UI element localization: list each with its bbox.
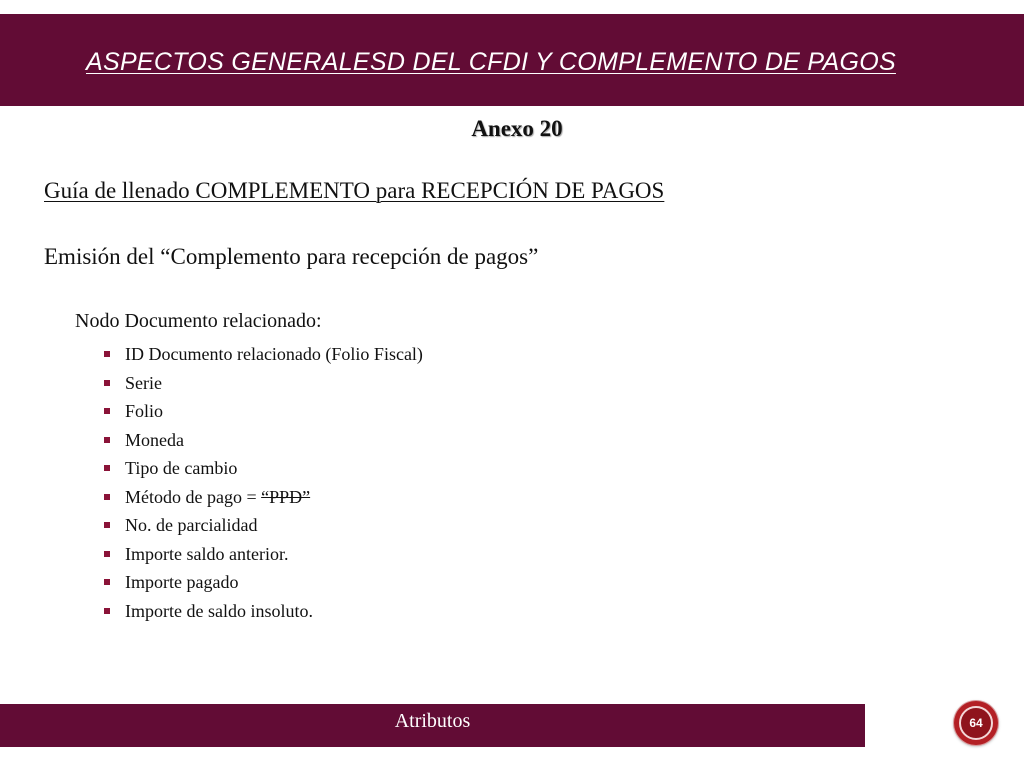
list-item-label: ID Documento relacionado (Folio Fiscal) <box>125 344 423 365</box>
list-item <box>104 540 423 569</box>
list-item <box>104 483 423 512</box>
bullet-icon <box>104 465 110 471</box>
subtitle: Anexo 20 <box>471 116 563 141</box>
struck-ppd-value: “PPD” <box>261 486 311 507</box>
list-item-label: Moneda <box>125 429 184 450</box>
footer-label: Atributos <box>394 710 471 732</box>
list-item <box>104 454 423 483</box>
list-item-label: Importe de saldo insoluto. <box>125 600 313 621</box>
list-item-label: No. de parcialidad <box>125 515 258 536</box>
bullet-icon <box>104 437 110 443</box>
list-item-label: Importe pagado <box>125 572 239 593</box>
page-number: 64 <box>959 706 993 740</box>
list-item-label <box>125 484 310 510</box>
list-item <box>104 340 423 369</box>
bullet-icon <box>104 522 110 528</box>
footer-bar <box>0 704 865 747</box>
list-item <box>104 426 423 455</box>
list-item <box>104 568 423 597</box>
attribute-list <box>104 340 423 625</box>
bullet-icon <box>104 494 110 500</box>
payment-method-label: Método de pago = <box>125 486 262 507</box>
bullet-icon <box>104 380 110 386</box>
bullet-icon <box>104 551 110 557</box>
list-item <box>104 511 423 540</box>
header-bar <box>0 14 1024 106</box>
node-heading: Nodo Documento relacionado: <box>75 310 322 332</box>
list-item <box>104 597 423 626</box>
bullet-icon <box>104 351 110 357</box>
page-number-badge <box>954 701 998 745</box>
list-item <box>104 397 423 426</box>
bullet-icon <box>104 579 110 585</box>
bullet-icon <box>104 408 110 414</box>
list-item-label: Tipo de cambio <box>125 458 238 479</box>
bullet-icon <box>104 608 110 614</box>
list-item-label: Folio <box>125 401 164 422</box>
guide-heading: Guía de llenado COMPLEMENTO para RECEPCIÓN DE PAGOS <box>44 178 665 203</box>
list-item <box>104 369 423 398</box>
slide-title: ASPECTOS GENERALESD DEL CFDI Y COMPLEMENTO DE PAGOS <box>86 48 896 76</box>
list-item-label: Serie <box>125 372 162 393</box>
emission-heading: Emisión del “Complemento para recepción de pagos” <box>44 244 539 269</box>
list-item-label: Importe saldo anterior. <box>125 543 289 564</box>
